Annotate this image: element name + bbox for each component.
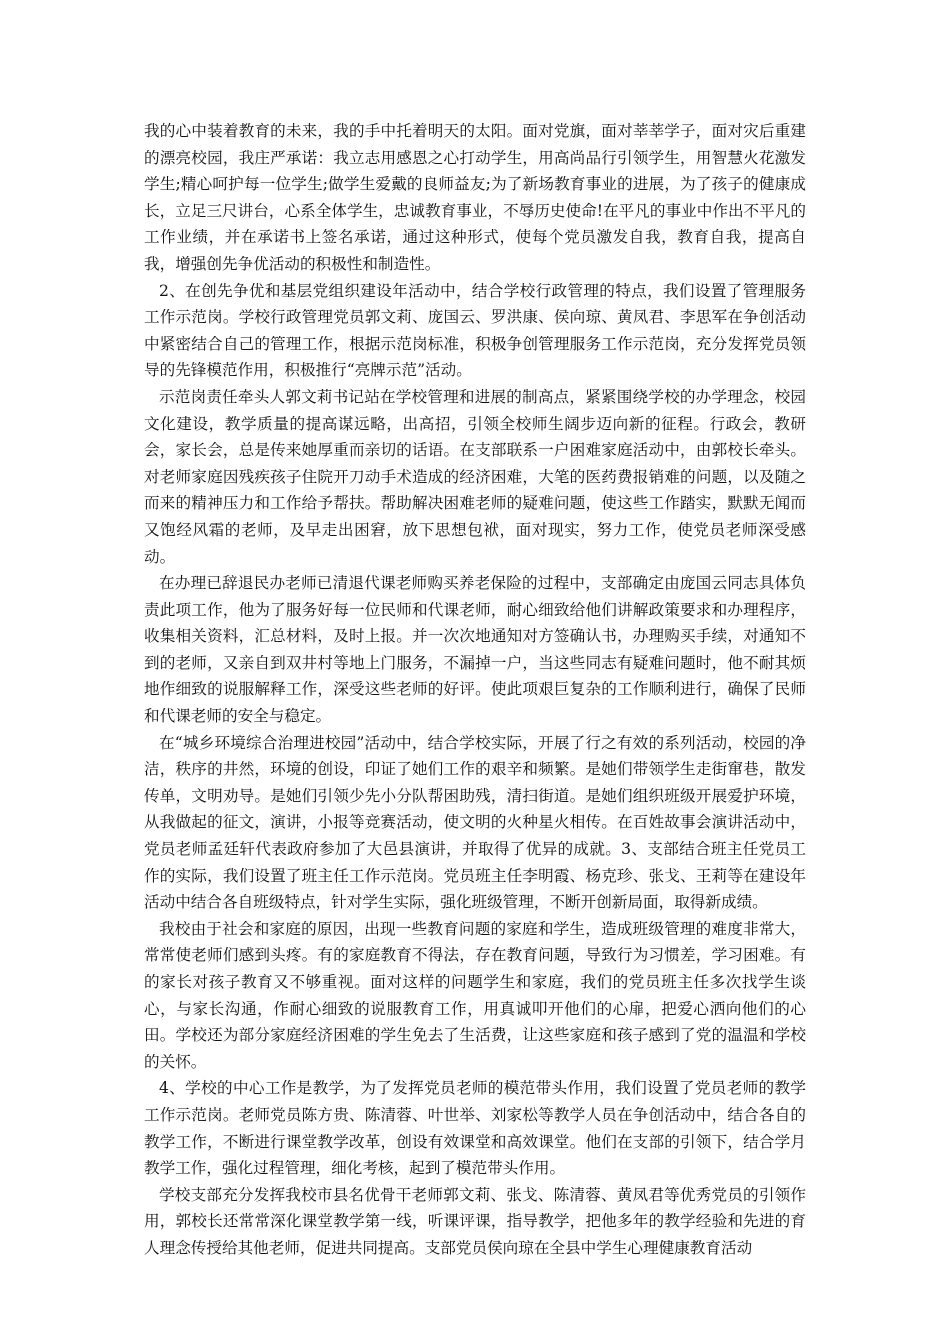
paragraph-pang-guoyun: 在办理已辞退民办老师已清退代课老师购买养老保险的过程中，支部确定由庞国云同志具体负责此项工作，他为了服务好每一位民师和代课老师，耐心细致给他们讲解政策要求和办理程序，收集相关资料，汇总材料，及时上报。并一次次地通知对方签确认书，办理购买手续，对通知不到的老师，又亲自到双井村等地上门服务，不漏掉一户，当这些同志有疑难问题时，他不耐其烦地作细致的说服解释工作，深受这些老师的好评。使此项艰巨复杂的工作顺利进行，确保了民师和代课老师的安全与稳定。	[144, 574, 806, 726]
paragraph-admin-post: 2、在创先争优和基层党组织建设年活动中，结合学校行政管理的特点，我们设置了管理服务工作示范岗。学校行政管理党员郭文莉、庞国云、罗洪康、侯向琼、黄凤君、李思军在争创活动中紧密结合自己的管理工作，根据示范岗标准，积极争创管理服务工作示范岗，充分发挥党员领导的先锋模范作用，积极推行“亮牌示范”活动。	[144, 281, 806, 380]
paragraph-backbone-teachers: 学校支部充分发挥我校市县名优骨干老师郭文莉、张戈、陈清蓉、黄凤君等优秀党员的引领作用，郭校长还常常深化课堂教学第一线，听课评课，指导教学，把他多年的教学经验和先进的育人理念传授给其他老师，促进共同提高。支部党员侯向琼在全县中学生心理健康教育活动	[144, 1185, 806, 1257]
paragraph-problem-students: 我校由于社会和家庭的原因，出现一些教育问题的家庭和学生，造成班级管理的难度非常大，常常使老师们感到头疼。有的家庭教育不得法，存在教育问题，导致行为习惯差，学习困难。有的家长对孩子教育又不够重视。面对这样的问题学生和家庭，我们的党员班主任多次找学生谈心，与家长沟通，作耐心细致的说服教育工作，用真诚叩开他们的心扉，把爱心洒向他们的心田。学校还为部分家庭经济困难的学生免去了生活费，让这些家庭和孩子感到了党的温温和学校的关怀。	[144, 919, 806, 1071]
document-page	[144, 118, 806, 1262]
paragraph-commitment: 我的心中装着教育的未来，我的手中托着明天的太阳。面对党旗，面对莘莘学子，面对灾后重建的漂亮校园，我庄严承诺：我立志用感恩之心打动学生，用高尚品行引领学生，用智慧火花激发学生;精心呵护每一位学生;做学生爱戴的良师益友;为了新场教育事业的进展，为了孩子的健康成长，立足三尺讲台，心系全体学生，忠诚教育事业，不辱历史使命!在平凡的事业中作出不平凡的工作业绩，并在承诺书上签名承诺，通过这种形式，使每个党员激发自我，教育自我，提高自我，增强创先争优活动的积极性和制造性。	[144, 122, 806, 273]
paragraph-guo-wenli: 示范岗责任牵头人郭文莉书记站在学校管理和进展的制高点，紧紧围绕学校的办学理念，校园文化建设，教学质量的提高谋远略，出高招，引领全校师生阔步迈向新的征程。行政会，教研会，家长会，总是传来她厚重而亲切的话语。在支部联系一户困难家庭活动中，由郭校长牵头。对老师家庭因残疾孩子住院开刀动手术造成的经济困难，大笔的医药费报销难的问题，以及随之而来的精神压力和工作给予帮扶。帮助解决困难老师的疑难问题，使这些工作踏实，默默无闻而又饱经风霜的老师，及早走出困窘，放下思想包袱，面对现实，努力工作，使党员老师深受感动。	[144, 387, 806, 566]
paragraph-teaching-post: 4、学校的中心工作是教学，为了发挥党员老师的模范带头作用，我们设置了党员老师的教学工作示范岗。老师党员陈方贵、陈清蓉、叶世举、刘家松等教学人员在争创活动中，结合各自的教学工作，不断进行课堂教学改革，创设有效课堂和高效课堂。他们在支部的引领下，结合学月教学工作，强化过程管理，细化考核，起到了模范带头作用。	[144, 1079, 806, 1178]
paragraph-environment: 在“城乡环境综合治理进校园”活动中，结合学校实际，开展了行之有效的系列活动，校园的净洁，秩序的井然，环境的创设，印证了她们工作的艰辛和频繁。是她们带领学生走街窜巷，散发传单，文明劝导。是她们引领少先小分队帮困助残，清扫街道。是她们组织班级开展爱护环境，从我做起的征文，演讲，小报等竞赛活动，使文明的火种星火相传。在百姓故事会演讲活动中，党员老师孟廷轩代表政府参加了大邑县演讲，并取得了优异的成就。3、支部结合班主任党员工作的实际，我们设置了班主任工作示范岗。党员班主任李明霞、杨克珍、张戈、王莉等在建设年活动中结合各自班级特点，针对学生实际，强化班级管理，不断开创新局面，取得新成绩。	[144, 733, 806, 912]
